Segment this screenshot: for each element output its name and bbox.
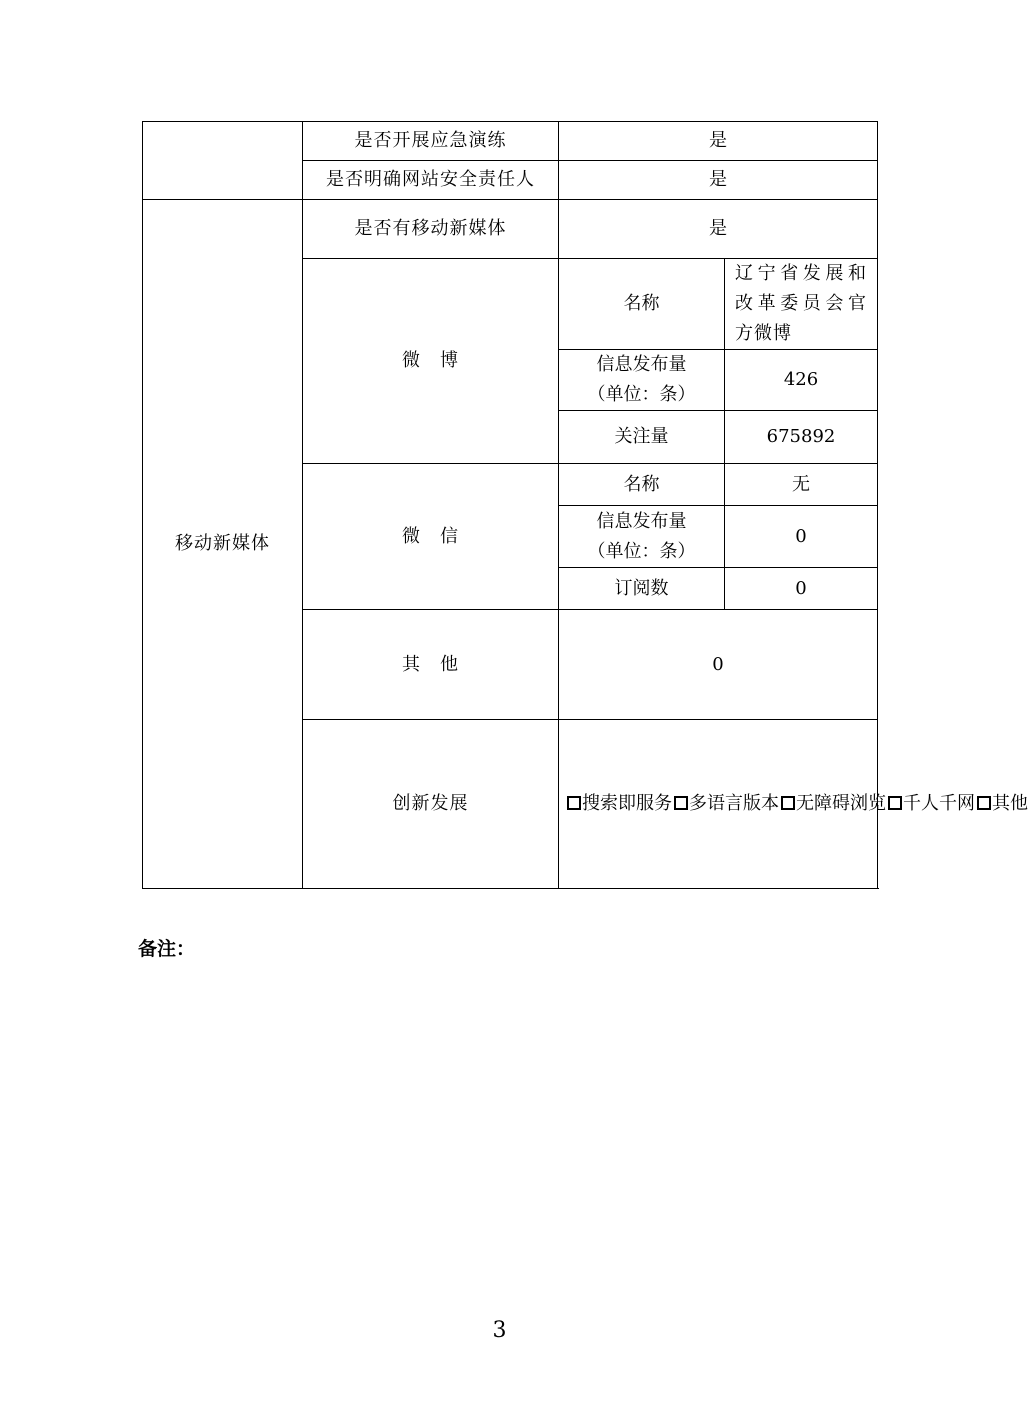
has-media-value: 是 bbox=[559, 200, 878, 259]
wechat-subscribers-label: 订阅数 bbox=[559, 568, 725, 610]
security-owner-value: 是 bbox=[559, 161, 878, 200]
option-personalized: 千人千网 bbox=[903, 793, 975, 814]
weibo-followers-value: 675892 bbox=[725, 411, 878, 464]
checkbox-search-service[interactable] bbox=[567, 796, 581, 810]
checkbox-multilingual[interactable] bbox=[674, 796, 688, 810]
option-search-service: 搜索即服务 bbox=[582, 793, 672, 814]
weibo-posts-label-line2: （单位：条） bbox=[587, 384, 696, 405]
weibo-posts-value: 426 bbox=[725, 350, 878, 411]
table-row bbox=[143, 122, 878, 161]
has-media-label: 是否有移动新媒体 bbox=[303, 200, 559, 259]
remark-label: 备注： bbox=[138, 938, 196, 960]
innovation-section-label: 创新发展 bbox=[303, 720, 559, 889]
weibo-label: 微 博 bbox=[303, 259, 559, 464]
checkbox-accessibility[interactable] bbox=[781, 796, 795, 810]
weibo-name-label: 名称 bbox=[559, 259, 725, 350]
wechat-posts-label-line2: （单位：条） bbox=[587, 540, 696, 562]
checkbox-other[interactable] bbox=[977, 796, 991, 810]
security-owner-label: 是否明确网站安全责任人 bbox=[303, 161, 559, 200]
emergency-drill-label: 是否开展应急演练 bbox=[303, 122, 559, 161]
checkbox-personalized[interactable] bbox=[888, 796, 902, 810]
emergency-drill-value: 是 bbox=[559, 122, 878, 161]
wechat-posts-label-line1: 信息发布量 bbox=[596, 510, 687, 532]
table-row bbox=[143, 200, 878, 259]
wechat-subscribers-value: 0 bbox=[725, 568, 878, 610]
option-multilingual: 多语言版本 bbox=[689, 793, 779, 814]
option-accessibility: 无障碍浏览 bbox=[796, 793, 886, 814]
wechat-posts-label bbox=[559, 506, 725, 568]
option-other: 其他 bbox=[992, 793, 1028, 814]
other-value: 0 bbox=[559, 610, 878, 720]
innovation-options-cell bbox=[559, 720, 1028, 889]
other-label: 其 他 bbox=[303, 610, 559, 720]
wechat-posts-value: 0 bbox=[725, 506, 878, 568]
wechat-name-label: 名称 bbox=[559, 464, 725, 506]
weibo-posts-label bbox=[559, 350, 725, 411]
report-table bbox=[142, 121, 1028, 889]
wechat-label: 微 信 bbox=[303, 464, 559, 610]
page-number: 3 bbox=[492, 1318, 507, 1343]
weibo-followers-label: 关注量 bbox=[559, 411, 725, 464]
mobile-media-section-label: 移动新媒体 bbox=[143, 200, 303, 889]
weibo-posts-label-line1: 信息发布量 bbox=[596, 354, 687, 375]
wechat-name-value: 无 bbox=[725, 464, 878, 506]
innovation-options bbox=[567, 789, 1030, 819]
empty-section-cell bbox=[143, 122, 303, 200]
weibo-name-value: 辽宁省发展和改革委员会官方微博 bbox=[725, 259, 878, 350]
